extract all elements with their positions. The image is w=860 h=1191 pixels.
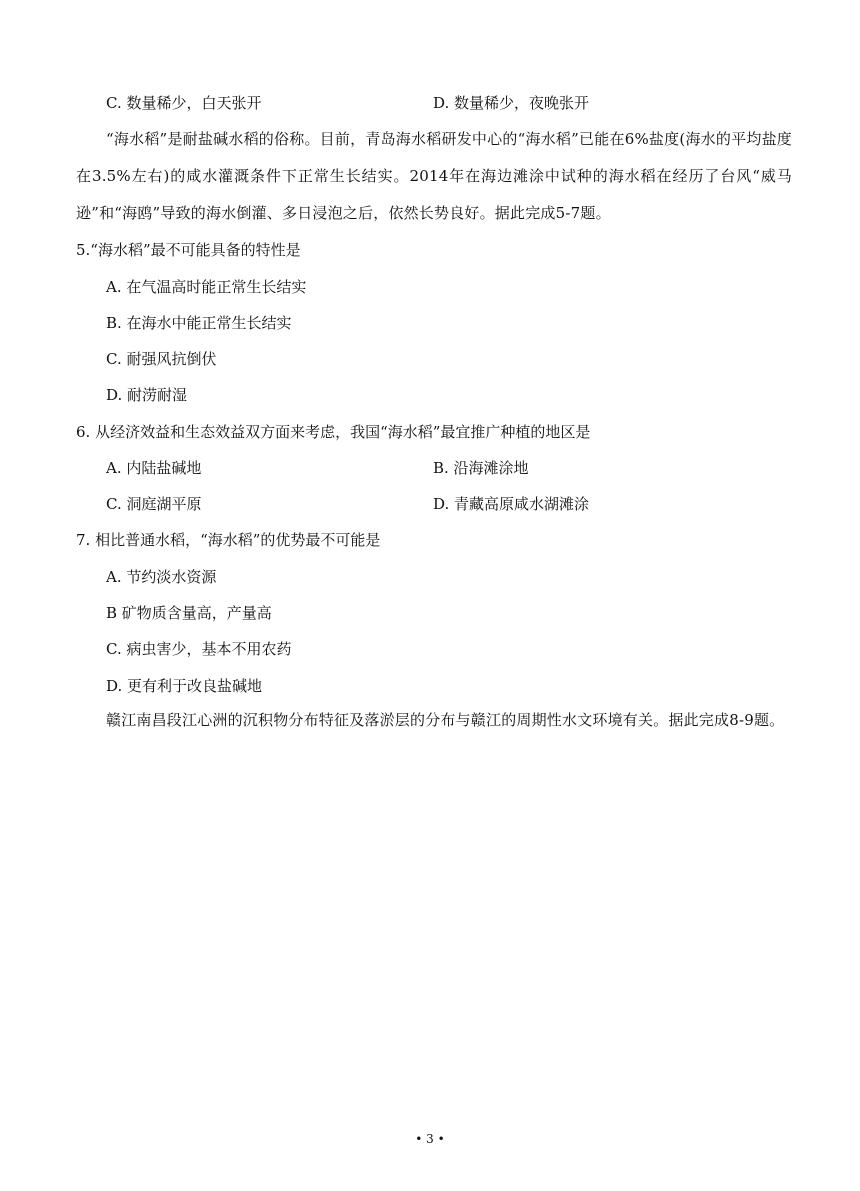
question-6-stem: 6. 从经济效益和生态效益双方面来考虑，我国“海水稻”最宜推广种植的地区是: [76, 423, 591, 441]
q5-option-b: B. 在海水中能正常生长结实: [106, 314, 292, 332]
q6-option-c: C. 洞庭湖平原: [106, 495, 202, 513]
passage-ganjiang: 赣江南昌段江心洲的沉积物分布特征及落淤层的分布与赣江的周期性水文环境有关。据此完成8-9题。: [106, 711, 785, 729]
passage-sea-rice: “海水稻”是耐盐碱水稻的俗称。目前，青岛海水稻研发中心的“海水稻”已能在6%盐度(海水的平均盐度在3.5%左右)的咸水灌溉条件下正常生长结实。2014年在海边滩涂中试种的海水稻在经历了台风“威马逊”和“海鸥”导致的海水倒灌、多日浸泡之后，依然长势良好。据此完成5-7题。: [76, 130, 792, 222]
q6-option-b: B. 沿海滩涂地: [433, 459, 529, 477]
q6-option-a: A. 内陆盐碱地: [106, 459, 202, 477]
q4-option-c: C. 数量稀少，白天张开: [106, 94, 262, 112]
q7-option-b: B 矿物质含量高，产量高: [106, 604, 272, 622]
q7-option-c: C. 病虫害少，基本不用农药: [106, 640, 292, 658]
page-number: • 3 •: [415, 1132, 445, 1146]
q5-option-d: D. 耐涝耐湿: [106, 386, 188, 404]
q4-option-d: D. 数量稀少，夜晚张开: [433, 94, 590, 112]
q7-option-d: D. 更有利于改良盐碱地: [106, 677, 263, 695]
q5-option-a: A. 在气温高时能正常生长结实: [106, 278, 307, 296]
q6-option-d: D. 青藏高原咸水湖滩涂: [433, 495, 590, 513]
q7-option-a: A. 节约淡水资源: [106, 568, 217, 586]
question-7-stem: 7. 相比普通水稻，“海水稻”的优势最不可能是: [76, 531, 381, 549]
q5-option-c: C. 耐强风抗倒伏: [106, 350, 217, 368]
question-5-stem: 5.“海水稻”最不可能具备的特性是: [76, 241, 301, 259]
